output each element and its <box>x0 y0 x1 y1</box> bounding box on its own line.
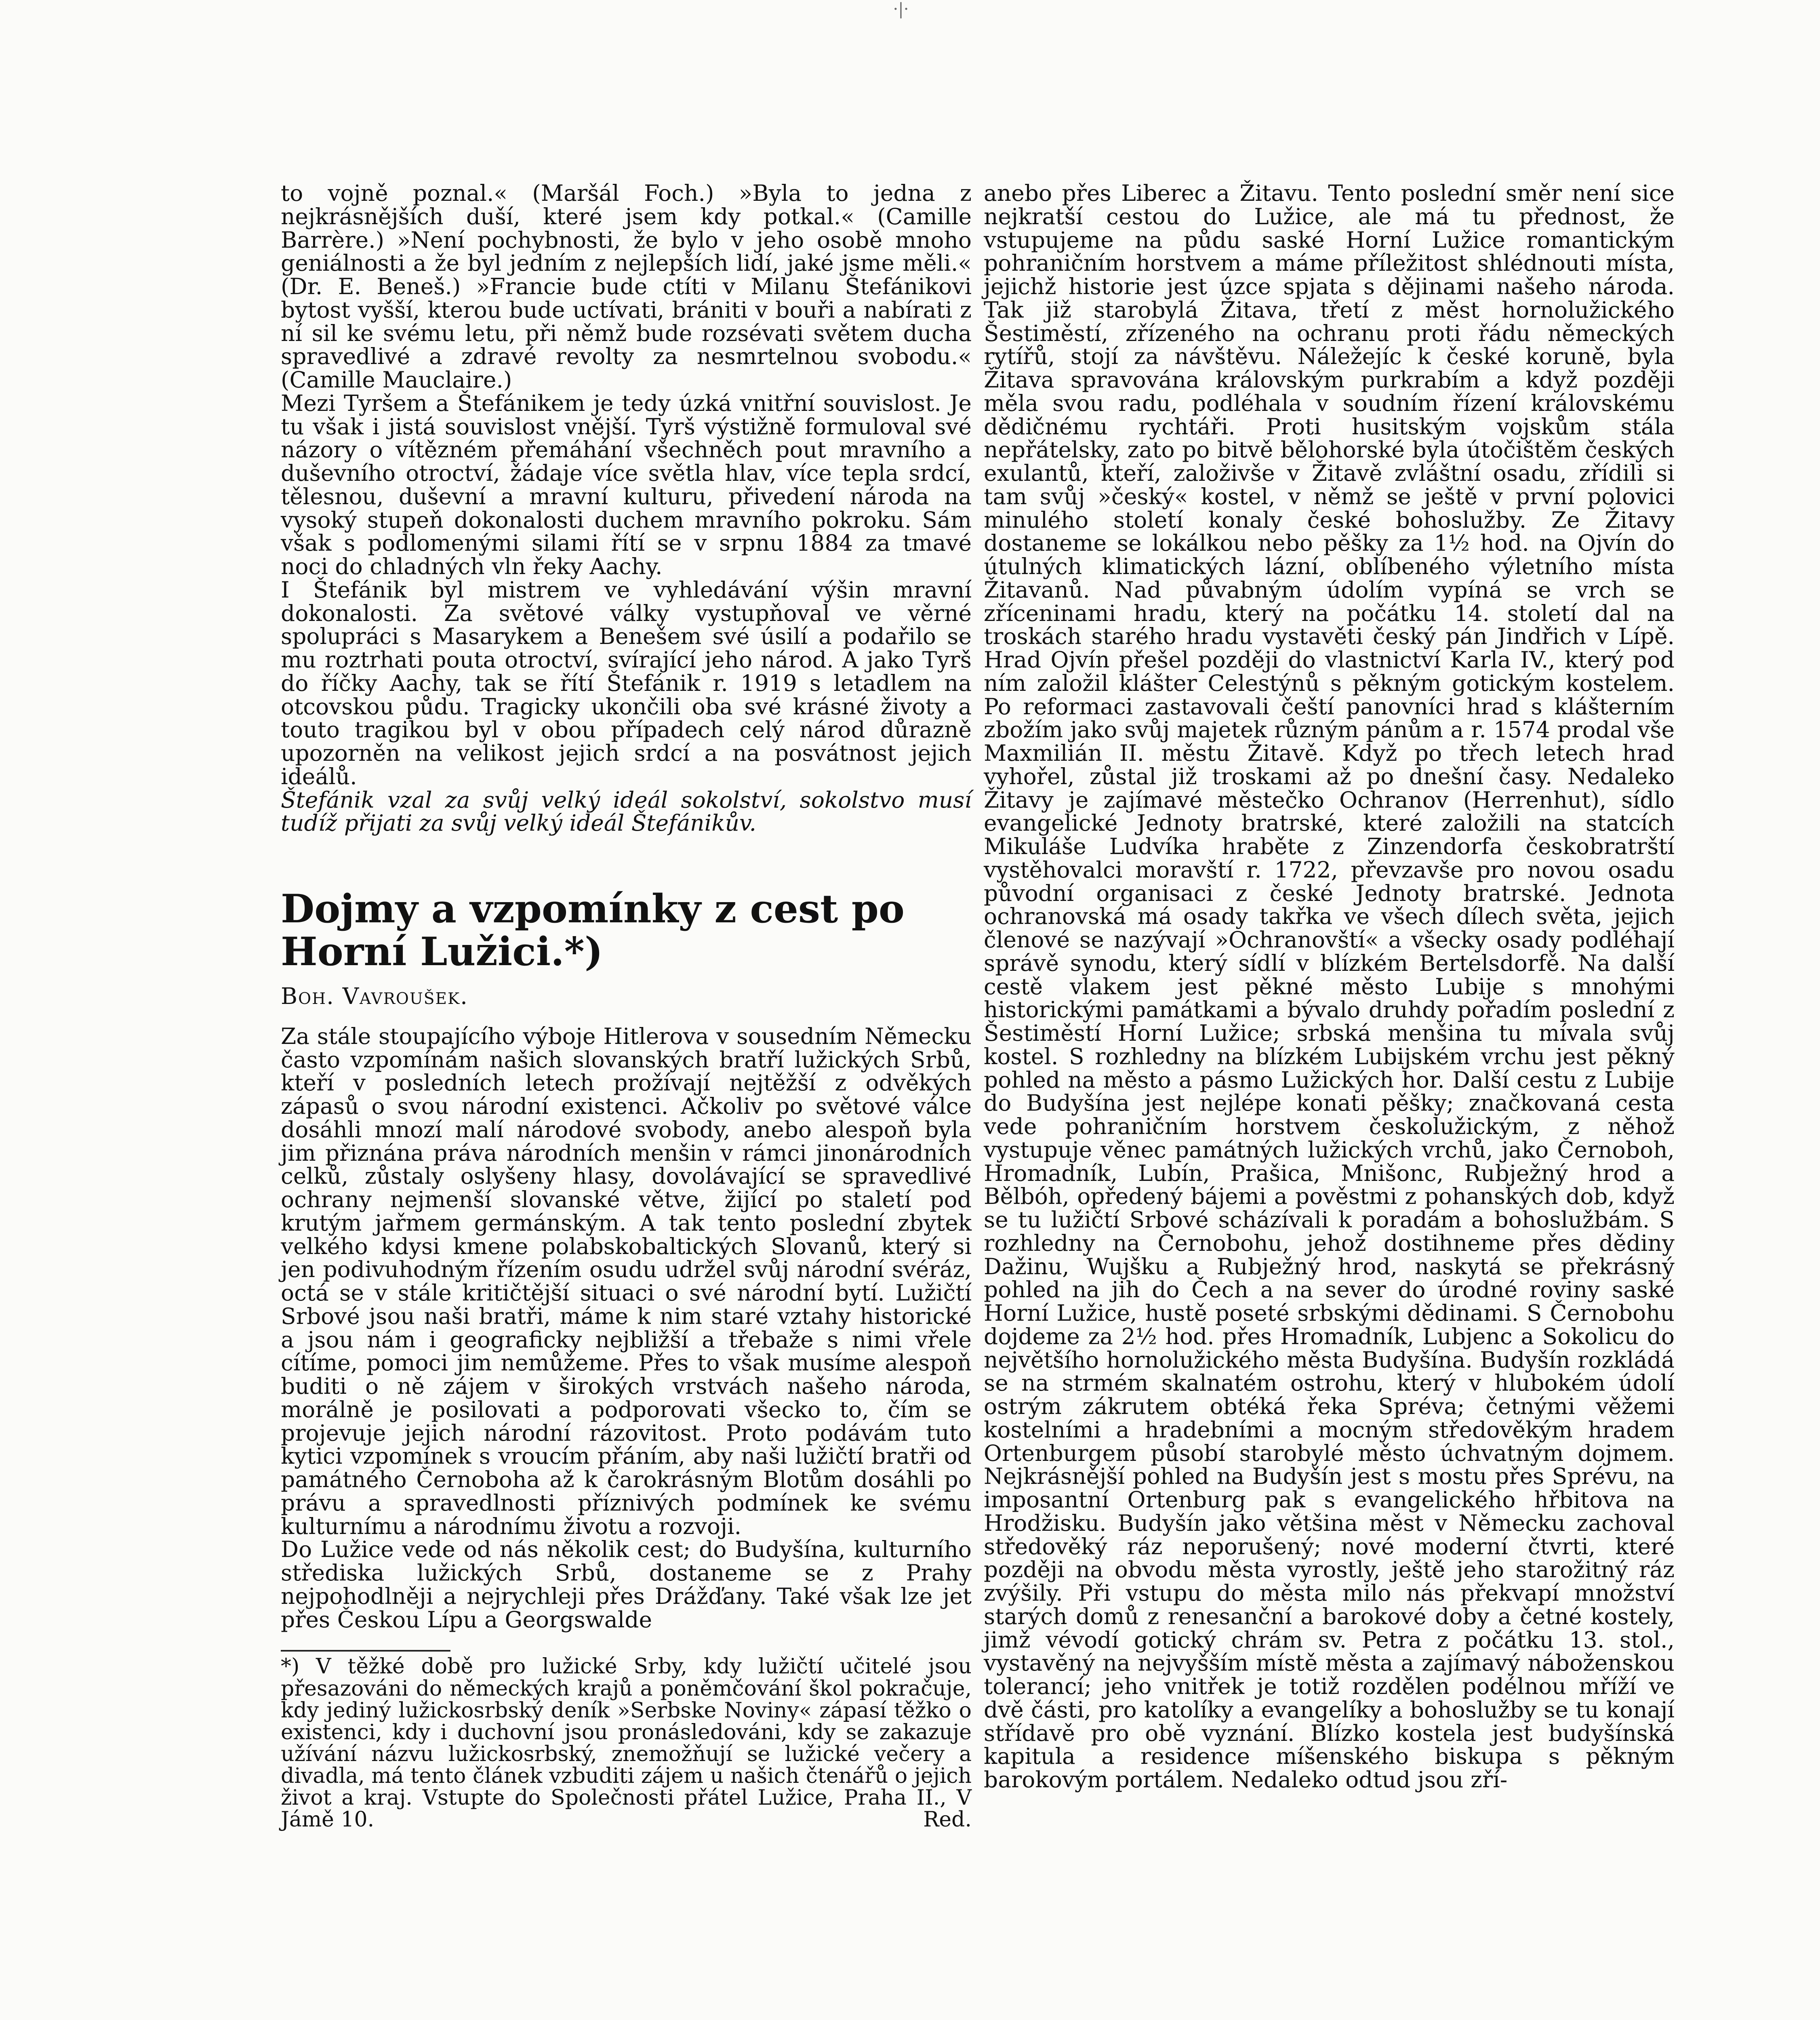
article-paragraph-2: Do Lužice vede od nás několik cest; do Budyšína, kulturního střediska lužických Srbů, dostaneme se z Prahy nejpohodlněji a nejrychleji přes Drážďany. Také však lze jet přes Českou Lípu a Georgswalde <box>281 1536 972 1633</box>
footnote-text: *) V těžké době pro lužické Srby, kdy lužičtí učitelé jsou přesazováni do německých krajů a poněmčování škol pokračuje, kdy jediný lužickosrbský deník »Serbske Noviny« zápasí těžko o existenci, kdy i duchovní jsou pronásledováni, kdy se zakazuje užívání názvu lužickosrbský, znemožňují se lužické večery a divadla, má tento článek vzbuditi zájem u našich čtenářů o jejich život a kraj. Vstupte do Společnosti přátel Lužice, Praha II., V Jámě 10. <box>281 1654 972 1832</box>
footnote-divider <box>281 1650 450 1652</box>
left-paragraph-3: I Štefánik byl mistrem ve vyhledávání výšin mravní dokonalosti. Za světové války vystupňoval ve věrné spolupráci s Masarykem a Benešem své úsilí a podařilo se mu roztrhati pouta otroctví, svírající jeho národ. A jako Tyrš do říčky Aachy, tak se řítí Štefánik r. 1919 s letadlem na otcovskou půdu. Tragicky ukončili oba své krásné životy a touto tragikou byl v obou případech celý národ důrazně upozorněn na velikost jejich srdcí a na posvátnost jejich ideálů. <box>281 577 972 789</box>
footnote-signature: Red. <box>923 1807 972 1832</box>
left-paragraph-4: Štefánik vzal za svůj velký ideál sokolství, sokolstvo musí tudíž přijati za svůj velký ideál Štefánikův. <box>281 787 972 836</box>
article-title: Dojmy a vzpomínky z cest po Horní Lužici.*) <box>281 886 905 974</box>
article-paragraph-1: Za stále stoupajícího výboje Hitlerova v sousedním Německu často vzpomínám našich slovanských bratří lužických Srbů, kteří v posledních letech prožívají nejtěžší z odvěkých zápasů o svou národní existenci. Ačkoliv po světové válce dosáhli mnozí malí národové svobody, anebo alespoň byla jim přiznána práva národních menšin v rámci jinonárodních celků, zůstaly oslyšeny hlasy, dovolávající se spravedlivé ochrany nejmenší slovanské větve, žijící po staletí pod krutým jařmem germánským. A tak tento poslední zbytek velkého kdysi kmene polabskobaltických Slovanů, který si jen podivuhodným řízením osudu udržel svůj národní svéráz, octá se v stále kritičtější situaci o své národní bytí. Lužičtí Srbové jsou naši bratři, máme k nim staré vztahy historické a jsou nám i geograficky nejbližší a třebaže s nimi vřele cítíme, pomoci jim nemůžeme. Přes to však musíme alespoň buditi o ně zájem v širokých vrstvách našeho národa, morálně je posilovati a podporovati všecko to, čím se projevuje jejich národní rázovitost. Proto podávám tuto kytici vzpomínek s vroucím přáním, aby naši lužičtí bratři od památného Černoboha až k čarokrásným Blotům dosáhli po právu a spravedlnosti příznivých podmínek ke svému kulturnímu a národnímu životu a rozvoji. <box>281 1023 972 1539</box>
left-column <box>281 182 972 1831</box>
footnote <box>281 1656 972 1831</box>
right-column <box>984 182 1675 1792</box>
article-author: Boh. Vavroušek. <box>281 983 468 1010</box>
top-page-mark: ·|· <box>893 0 909 19</box>
left-paragraph-2: Mezi Tyršem a Štefánikem je tedy úzká vnitřní souvislost. Je tu však i jistá souvislost vnější. Tyrš výstižně formuloval své názory o vítězném přemáhání všechněch pout mravního a duševního otroctví, žádaje více světla hlav, více tepla srdcí, tělesnou, duševní a mravní kulturu, přivedení národa na vysoký stupeň dokonalosti duchem mravního pokroku. Sám však s podlomenými silami řítí se v srpnu 1884 za tmavé noci do chladných vln řeky Aachy. <box>281 390 972 579</box>
left-paragraph-1: to vojně poznal.« (Maršál Foch.) »Byla to jedna z nejkrásnějších duší, které jsem kdy potkal.« (Camille Barrère.) »Není pochybnosti, že bylo v jeho osobě mnoho geniálnosti a že byl jedním z nejlepších lidí, jaké jsme měli.« (Dr. E. Beneš.) »Francie bude ctíti v Milanu Štefánikovi bytost vyšší, kterou bude uctívati, brániti v bouři a nabírati z ní sil ke svému letu, při němž bude rozsévati světem ducha spravedlivé a zdravé revolty za nesmrtelnou svobodu.« (Camille Mauclaire.) <box>281 180 972 393</box>
right-paragraph-1: anebo přes Liberec a Žitavu. Tento poslední směr není sice nejkratší cestou do Lužice, ale má tu přednost, že vstupujeme na půdu saské Horní Lužice romantickým pohraničním horstvem a máme příležitost shlédnouti místa, jejichž historie jest úzce spjata s dějinami našeho národa. Tak již starobylá Žitava, třetí z měst hornolužického Šestiměstí, zřízeného na ochranu proti řádu německých rytířů, stojí za návštěvu. Náležejíc k české koruně, byla Žitava spravována královským purkrabím a když později měla svou radu, podléhala v soudním řízení královskému dědičnému rychtáři. Proti husitským vojskům stála nepřátelsky, zato po bitvě bělohorské byla útočištěm českých exulantů, kteří, založivše v Žitavě zvláštní osadu, zřídili si tam svůj »český« kostel, v němž se ještě v první polovici minulého století konaly české bohoslužby. Ze Žitavy dostaneme se lokálkou nebo pěšky za 1½ hod. na Ojvín do útulných klimatických lázní, oblíbeného výletního místa Žitavanů. Nad půvabným údolím vypíná se vrch se zříceninami hradu, který na počátku 14. století dal na troskách starého hradu vystavěti český pán Jindřich v Lípě. Hrad Ojvín přešel později do vlastnictví Karla IV., který pod ním založil klášter Celestýnů s pěkným gotickým kostelem. Po reformaci zastavovali čeští panovníci hrad s klášterním zbožím jako svůj majetek různým pánům a r. 1574 prodal vše Maxmilián II. městu Žitavě. Když po třech letech hrad vyhořel, zůstal již troskami až po dnešní časy. Nedaleko Žitavy je zajímavé městečko Ochranov (Herrenhut), sídlo evangelické Jednoty bratrské, které založili na statcích Mikuláše Ludvíka hraběte z Zinzendorfa českobratrští vystěhovalci moravští r. 1722, převzavše pro novou osadu původní organisaci z české Jednoty bratrské. Jednota ochranovská má osady takřka ve všech dílech světa, jejich členové se nazývají »Ochranovští« a všecky osady podléhají správě synodu, který sídlí v blízkém Bertelsdorfě. Na další cestě vlakem jest pěkné město Lubije s mnohými historickými památkami a bývalo druhdy pořadím poslední z Šestiměstí Horní Lužice; srbská menšina tu mívala svůj kostel. S rozhledny na blízkém Lubijském vrchu jest pěkný pohled na město a pásmo Lužických hor. Další cestu z Lubije do Budyšína jest nejlépe konati pěšky; značkovaná cesta vede pohraničním horstvem českolužickým, z něhož vystupuje věnec památných lužických vrchů, jako Černoboh, Hromadník, Lubín, Prašica, Mnišonc, Rubježný hrod a Bělbóh, opředený bájemi a pověstmi z pohanských dob, když se tu lužičtí Srbové scházívali k poradám a bohoslužbám. S rozhledny na Černobohu, jehož dostihneme přes dědiny Dažinu, Wujšku a Rubježný hrod, naskytá se překrásný pohled na jih do Čech a na sever do úrodné roviny saské Horní Lužice, hustě poseté srbskými dědinami. S Černobohu dojdeme za 2½ hod. přes Hromadník, Lubjenc a Sokolicu do největšího hornolužického města Budyšína. Budyšín rozkládá se na strmém skalnatém ostrohu, který v hlubokém údolí ostrým zákrutem obtéká řeka Spréva; četnými věžemi kostelními a hradebními a mocným středověkým hradem Ortenburgem působí starobylé město úchvatným dojmem. Nejkrásnější pohled na Budyšín jest s mostu přes Sprévu, na imposantní Ortenburg pak s evangelického hřbitova na Hrodžisku. Budyšín jako většina měst v Německu zachoval středověký ráz neporušený; nové moderní čtvrti, které později na obvodu města vyrostly, ještě jeho starožitný ráz zvýšily. Při vstupu do města milo nás překvapí množství starých domů z renesanční a barokové doby a četné kostely, jimž vévodí gotický chrám sv. Petra z počátku 13. stol., vystavěný na nejvyšším místě města a zajímavý náboženskou tolerancí; jeho vnitřek je totiž rozdělen podélnou mříží ve dvě části, pro katolíky a evangelíky a bohoslužby se tu konají střídavě pro obě vyznání. Blízko kostela jest budyšínská kapitula a residence míšenského biskupa s pěkným barokovým portálem. Nedaleko odtud jsou zří- <box>984 180 1675 1793</box>
